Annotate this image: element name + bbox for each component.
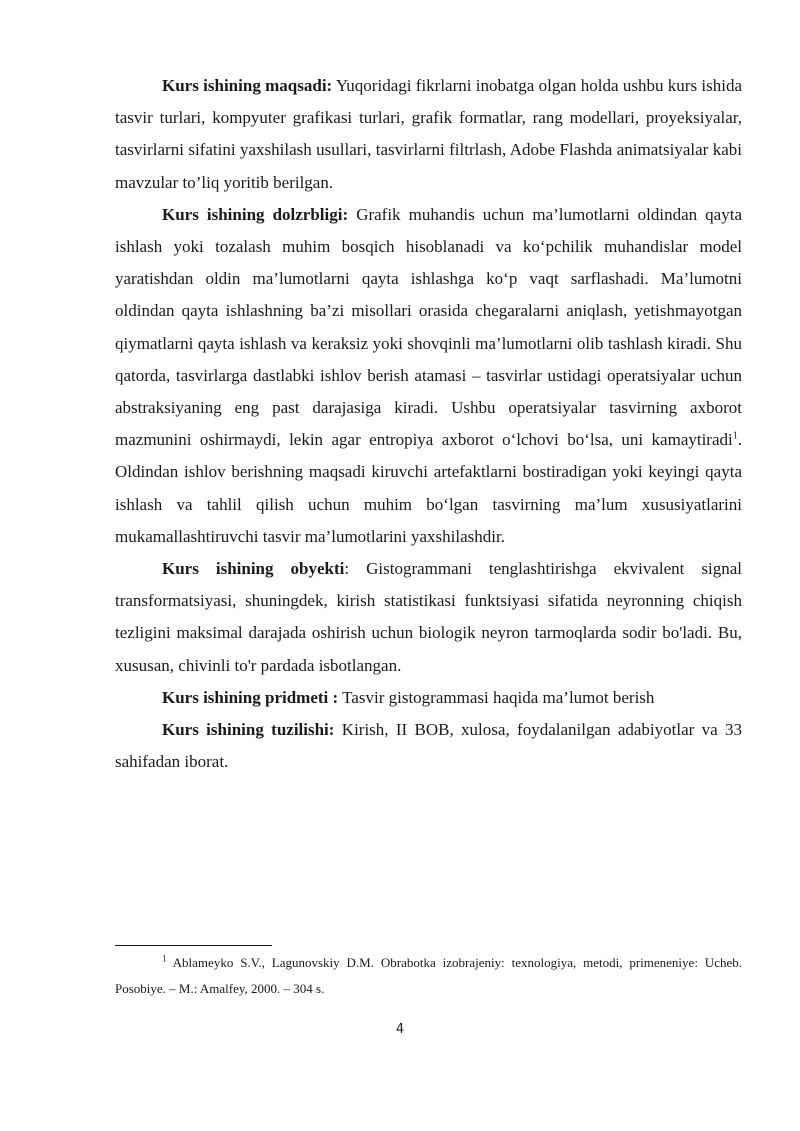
paragraph-goal xyxy=(115,70,742,199)
page-number: 4 xyxy=(395,1022,405,1037)
paragraph-text: Tasvir gistogrammasi haqida ma’lumot berish xyxy=(338,687,655,707)
footnote xyxy=(115,950,742,1002)
paragraph-heading: Kurs ishining dolzrbligi: xyxy=(162,204,349,224)
footnote-text: Ablameyko S.V., Lagunovskiy D.M. Obrabotka izobrajeniy: texnologiya, metodi, primeneniye: Ucheb. Posobiye. – M.: Amalfey, 2000. – 304 s. xyxy=(115,955,742,996)
paragraph-object xyxy=(115,553,742,682)
paragraph-relevance xyxy=(115,199,742,553)
paragraph-text: . Oldindan ishlov berishning maqsadi kiruvchi artefaktlarni bostiradigan yoki keyingi qayta ishlash va tahlil qilish uchun muhim bo‘lgan tasvirning ma’lum xususiyatlarini mukamallashtiruvchi tasvir ma’lumotlarini yaxshilashdir. xyxy=(115,430,742,546)
paragraph-subject xyxy=(115,682,742,714)
footnote-divider xyxy=(115,945,272,946)
paragraph-structure xyxy=(115,714,742,778)
footnote-number: 1 xyxy=(162,953,167,964)
paragraph-text: Grafik muhandis uchun ma’lumotlarni oldindan qayta ishlash yoki tozalash muhim bosqich hisoblanadi va ko‘pchilik muhandislar model yaratishdan oldin ma’lumotlarni qayta ishlashga ko‘p vaqt sarflashadi. Ma’lumotni oldindan qayta ishlashning ba’zi misollari orasida chegaralarni aniqlash, yetishmayotgan qiymatlarni qayta ishlash va keraksiz yoki shovqinli ma’lumotlarni olib tashlash kiradi. Shu qatorda, tasvirlarga dastlabki ishlov berish atamasi – tasvirlar ustidagi operatsiyalar uchun abstraksiyaning eng past darajasiga kiradi. Ushbu operatsiyalar tasvirning axborot mazmunini oshirmaydi, lekin agar entropiya axborot o‘lchovi bo‘lsa, uni kamaytiradi xyxy=(115,204,742,450)
document-body xyxy=(115,70,742,778)
footnote-reference[interactable]: 1 xyxy=(732,430,738,442)
paragraph-text: Kirish, II BOB, xulosa, foydalanilgan adabiyotlar va 33 sahifadan iborat. xyxy=(115,720,743,772)
paragraph-heading: Kurs ishining tuzilishi: xyxy=(162,720,335,740)
paragraph-text: : Gistogrammani tenglashtirishga ekvivalent signal transformatsiyasi, shuningdek, kirish statistikasi funktsiyasi sifatida neyronning chiqish tezligini maksimal darajada oshirish uchun biologik neyron tarmoqlarda sodir bo'ladi. Bu, xususan, chivinli to'r pardada isbotlangan. xyxy=(115,559,742,675)
paragraph-heading: Kurs ishining obyekti xyxy=(162,559,345,579)
paragraph-heading: Kurs ishining maqsadi: xyxy=(162,76,333,95)
paragraph-heading: Kurs ishining pridmeti : xyxy=(162,687,339,707)
paragraph-text: Yuqoridagi fikrlarni inobatga olgan holda ushbu kurs ishida tasvir turlari, kompyuter grafikasi turlari, grafik formatlar, rang modellari, proyeksiyalar, tasvirlarni sifatini yaxshilash usullari, tasvirlarni filtrlash, Adobe Flashda animatsiyalar kabi mavzular to’liq yoritib berilgan. xyxy=(115,76,743,192)
